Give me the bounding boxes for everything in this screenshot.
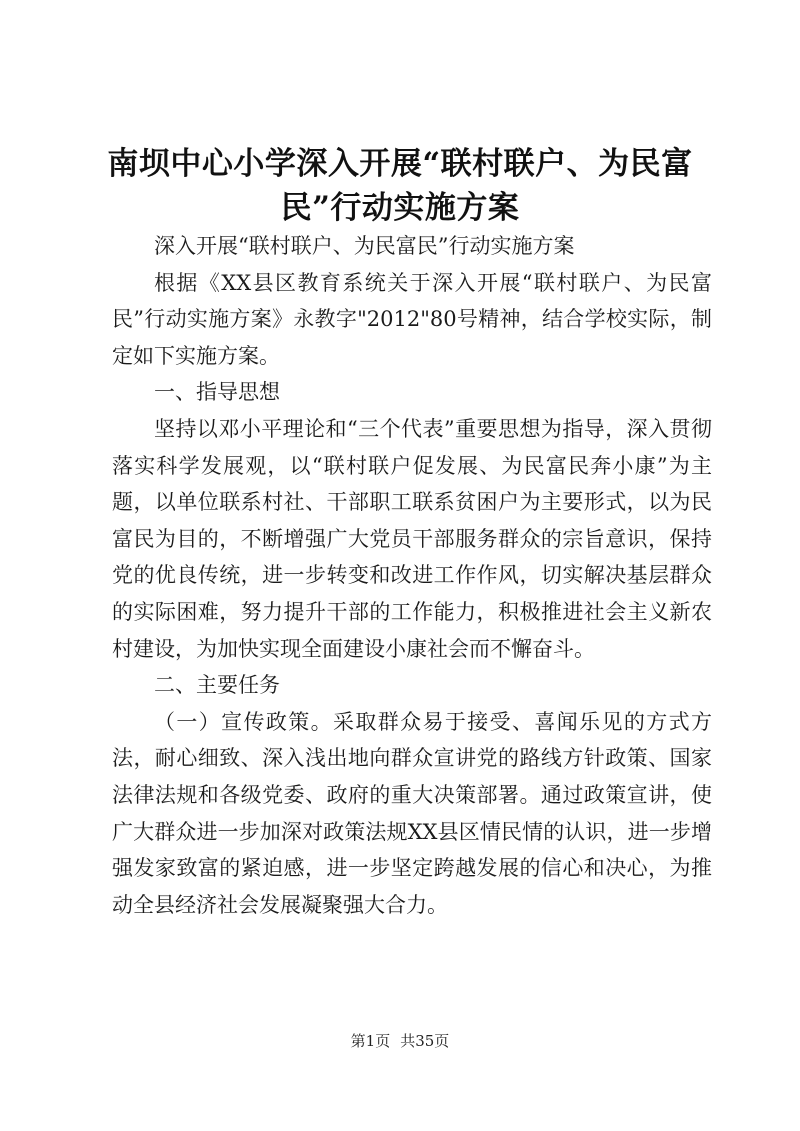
title-line-2: 民”行动实施方案 (280, 190, 520, 226)
page-total: 共35页 (400, 1032, 450, 1050)
section-heading-guiding-ideology: 一、指导思想 (154, 380, 280, 405)
document-body (112, 228, 712, 923)
page-number: 第1页 (350, 1032, 391, 1050)
guiding-ideology-paragraph: 坚持以邓小平理论和“三个代表”重要思想为指导，深入贯彻落实科学发展观，以“联村联户促发展、为民富民奔小康”为主题，以单位联系村社、干部职工联系贫困户为主要形式，以为民富民为目的，不断增强广大党员干部服务群众的宗旨意识，保持党的优良传统，进一步转变和改进工作作风，切实解决基层群众的实际困难，努力提升干部的工作能力，积极推进社会主义新农村建设，为加快实现全面建设小康社会而不懈奋斗。 (112, 416, 712, 661)
title-line-1: 南坝中心小学深入开展“联村联户、为民富 (107, 146, 693, 182)
policy-publicity-paragraph: （一）宣传政策。采取群众易于接受、喜闻乐见的方式方法，耐心细致、深入浅出地向群众宣讲党的路线方针政策、国家法律法规和各级党委、政府的重大决策部署。通过政策宣讲，使广大群众进一步加深对政策法规XX县区情民情的认识，进一步增强发家致富的紧迫感，进一步坚定跨越发展的信心和决心，为推动全县经济社会发展凝聚强大合力。 (112, 709, 712, 917)
subtitle-paragraph: 深入开展“联村联户、为民富民”行动实施方案 (154, 234, 575, 258)
document-title (100, 142, 700, 230)
page-footer (0, 1030, 800, 1051)
intro-paragraph: 根据《XX县区教育系统关于深入开展“联村联户、为民富民”行动实施方案》永教字"2012"80号精神，结合学校实际，制定如下实施方案。 (112, 270, 712, 368)
section-heading-main-tasks: 二、主要任务 (154, 673, 280, 698)
